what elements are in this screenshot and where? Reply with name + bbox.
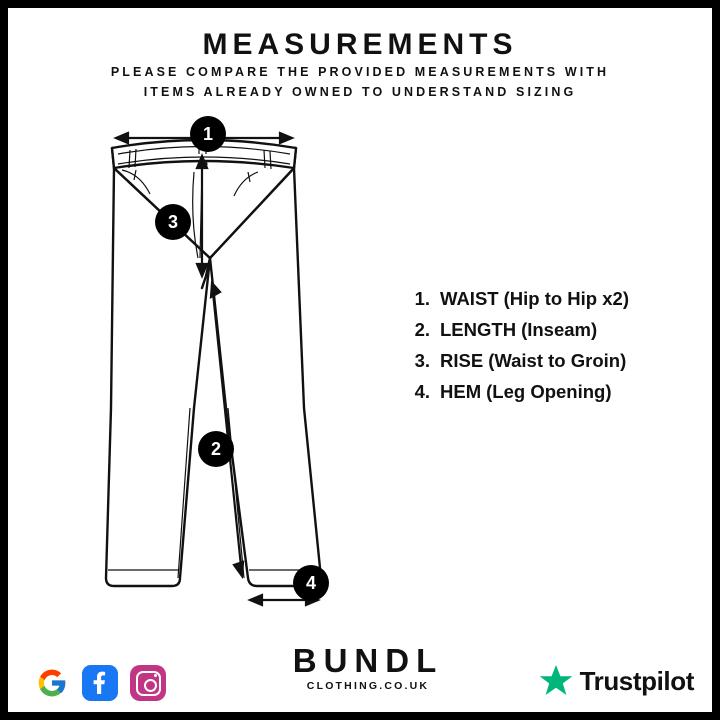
legend-term-rise: RISE [440,350,484,371]
legend-item-waist [404,288,704,310]
legend-number-1: 1. [414,288,430,309]
subtitle-line-1: PLEASE COMPARE THE PROVIDED MEASUREMENTS WITH [110,65,610,79]
legend-desc-waist: (Hip to Hip x2) [503,288,629,309]
legend-desc-length: (Inseam) [521,319,598,340]
brand-domain: CLOTHING.CO.UK [306,680,430,692]
page-title: MEASUREMENTS [202,28,518,61]
instagram-icon[interactable] [130,665,166,701]
page-subtitle [60,62,660,102]
legend-term-length: LENGTH [440,319,517,340]
callout-bubble-waist: 1 [190,116,226,152]
legend-item-hem [404,381,704,403]
trustpilot-star-icon [538,663,574,699]
legend-number-3: 3. [414,350,430,371]
legend-term-waist: WAIST [440,288,499,309]
trustpilot-label: Trustpilot [579,665,694,696]
legend-item-rise [404,350,704,372]
legend-desc-rise: (Waist to Groin) [488,350,627,371]
callout-bubble-length: 2 [198,431,234,467]
legend-number-4: 4. [414,381,430,402]
legend-number-2: 2. [414,319,430,340]
legend-term-hem: HEM [440,381,482,402]
trustpilot-badge[interactable] [538,663,694,699]
brand-name: BUNDL [292,642,444,679]
google-icon[interactable] [34,665,70,701]
callout-bubble-hem: 4 [293,565,329,601]
social-links [34,665,166,701]
brand-logo [258,644,478,692]
jeans-diagram [98,108,378,608]
white-canvas [8,8,712,712]
callout-bubble-rise: 3 [155,204,191,240]
subtitle-line-2: ITEMS ALREADY OWNED TO UNDERSTAND SIZING [143,85,577,99]
legend-desc-hem: (Leg Opening) [486,381,612,402]
legend-item-length [404,319,704,341]
facebook-icon[interactable] [82,665,118,701]
measurement-legend [404,288,704,412]
